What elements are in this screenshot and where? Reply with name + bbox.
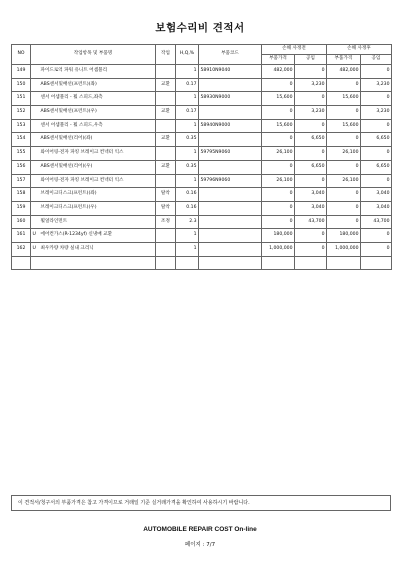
row-part-code [199, 160, 262, 174]
header-work: 작업 [156, 45, 176, 65]
row-before-part-price: 26,100 [262, 147, 295, 161]
row-after-part-price: 26,100 [327, 174, 361, 188]
header-part-code: 부품코드 [199, 45, 262, 65]
row-after-part-price: 0 [327, 160, 361, 174]
table-row [12, 65, 392, 79]
row-before-part-price: 26,100 [262, 174, 295, 188]
row-hq: 0.35 [176, 160, 199, 174]
row-after-labor: 3,230 [361, 106, 392, 120]
row-part-code [199, 188, 262, 202]
row-after-labor: 6,650 [361, 160, 392, 174]
row-hq: 1 [176, 242, 199, 256]
row-item-name [31, 242, 156, 256]
row-work [156, 242, 176, 256]
row-no: 158 [12, 188, 31, 202]
row-no: 157 [12, 174, 31, 188]
row-work [156, 92, 176, 106]
row-work [156, 147, 176, 161]
header-after-group: 손해 사정후 [327, 45, 392, 55]
row-item-label: 브레이크디스크(프런트)(우) [40, 204, 97, 210]
table-row [12, 215, 392, 229]
row-no: 156 [12, 160, 31, 174]
row-item-name [31, 65, 156, 79]
table-row [12, 188, 392, 202]
row-item-name [31, 188, 156, 202]
row-part-code: 58940N9000 [199, 119, 262, 133]
row-no: 155 [12, 147, 31, 161]
row-before-part-price: 482,000 [262, 65, 295, 79]
row-after-labor: 0 [361, 119, 392, 133]
row-item-name [31, 229, 156, 243]
row-before-part-price: 0 [262, 215, 295, 229]
row-u-flag: U [32, 232, 36, 238]
row-part-code [199, 133, 262, 147]
page-number: 페이지 : 7/7 [184, 542, 216, 548]
row-no: 161 [12, 229, 31, 243]
table-row [12, 133, 392, 147]
row-before-labor: 0 [295, 92, 327, 106]
row-before-labor: 0 [295, 174, 327, 188]
row-work: 탈착 [156, 188, 176, 202]
row-part-code: 58930N9000 [199, 92, 262, 106]
row-item-name [31, 174, 156, 188]
row-before-part-price: 1,000,000 [262, 242, 295, 256]
header-hq: H,Q,% [176, 45, 199, 65]
footer-brand: AUTOMOBILE REPAIR COST On-line [143, 526, 257, 533]
row-hq: 1 [176, 174, 199, 188]
row-work: 교환 [156, 78, 176, 92]
row-hq: 1 [176, 65, 199, 79]
row-work [156, 119, 176, 133]
row-hq: 1 [176, 229, 199, 243]
row-before-labor: 3,230 [295, 106, 327, 120]
table-row [12, 78, 392, 92]
row-hq: 1 [176, 119, 199, 133]
header-before-labor: 공임 [295, 55, 327, 65]
row-before-part-price: 0 [262, 188, 295, 202]
row-before-labor: 43,700 [295, 215, 327, 229]
table-row [12, 242, 392, 256]
row-no: 151 [12, 92, 31, 106]
row-after-part-price: 482,000 [327, 65, 361, 79]
row-no: 153 [12, 119, 31, 133]
row-item-name [31, 106, 156, 120]
row-hq: 1 [176, 147, 199, 161]
row-after-labor: 0 [361, 92, 392, 106]
row-before-labor: 0 [295, 65, 327, 79]
row-item-label: ABS센서및배선(프런트)(좌) [40, 81, 97, 87]
row-before-labor: 0 [295, 229, 327, 243]
row-before-labor: 6,650 [295, 160, 327, 174]
row-item-name [31, 119, 156, 133]
estimate-table [11, 44, 392, 270]
row-item-name [31, 78, 156, 92]
table-row [12, 174, 392, 188]
row-part-code [199, 242, 262, 256]
row-after-part-price: 0 [327, 215, 361, 229]
row-hq: 0.17 [176, 106, 199, 120]
row-before-part-price: 15,600 [262, 92, 295, 106]
row-part-code [199, 78, 262, 92]
row-after-part-price: 180,000 [327, 229, 361, 243]
row-before-part-price: 0 [262, 133, 295, 147]
document-title: 보험수리비 견적서 [155, 22, 245, 34]
row-item-label: 휠얼라인먼트 [40, 218, 68, 224]
row-no: 149 [12, 65, 31, 79]
table-header [12, 45, 392, 65]
row-part-code: 58910N9040 [199, 65, 262, 79]
row-item-name [31, 147, 156, 161]
row-after-labor: 3,230 [361, 78, 392, 92]
row-item-label: 와이어링-전자 파킹 브레이크 컨넥터 익스 [40, 177, 124, 183]
row-before-part-price: 0 [262, 201, 295, 215]
row-after-labor: 0 [361, 147, 392, 161]
row-no: 162 [12, 242, 31, 256]
row-item-label: 센서 어셈블리 - 휠 스피드,우측 [40, 122, 103, 128]
table-blank-area [12, 256, 392, 270]
header-item: 작업항목 및 부품명 [31, 45, 156, 65]
row-after-part-price: 15,600 [327, 119, 361, 133]
header-after-part-price: 부품가격 [327, 55, 361, 65]
row-before-labor: 3,230 [295, 78, 327, 92]
row-work: 교환 [156, 106, 176, 120]
row-hq: 2.3 [176, 215, 199, 229]
header-before-part-price: 부품가격 [262, 55, 295, 65]
row-before-labor: 3,040 [295, 201, 327, 215]
row-part-code [199, 229, 262, 243]
row-work: 탈착 [156, 201, 176, 215]
row-part-code [199, 201, 262, 215]
header-before-group: 손해 사정전 [262, 45, 327, 55]
row-hq: 0.35 [176, 133, 199, 147]
header-after-labor: 공임 [361, 55, 392, 65]
row-before-labor: 6,650 [295, 133, 327, 147]
row-after-part-price: 0 [327, 78, 361, 92]
row-no: 152 [12, 106, 31, 120]
row-after-labor: 43,700 [361, 215, 392, 229]
row-work: 교환 [156, 133, 176, 147]
row-item-label: ABS센서및배선(리어)(좌) [40, 136, 93, 142]
row-item-name [31, 215, 156, 229]
row-before-part-price: 180,000 [262, 229, 295, 243]
row-after-labor: 3,040 [361, 188, 392, 202]
row-before-part-price: 0 [262, 106, 295, 120]
row-item-label: 와이어링-전자 파킹 브레이크 컨넥터 익스 [40, 150, 124, 156]
row-item-label: 최우카량 차량 실내 크리닉 [40, 245, 94, 251]
row-after-labor: 6,650 [361, 133, 392, 147]
row-after-labor: 0 [361, 229, 392, 243]
row-before-labor: 0 [295, 119, 327, 133]
row-work: 교환 [156, 160, 176, 174]
row-before-labor: 0 [295, 147, 327, 161]
row-after-labor: 0 [361, 65, 392, 79]
row-after-part-price: 1,000,000 [327, 242, 361, 256]
row-no: 159 [12, 201, 31, 215]
row-item-label: 에어컨가스(R-1234yf) 신냉매 교환 [40, 232, 113, 238]
row-after-part-price: 0 [327, 188, 361, 202]
row-hq: 1 [176, 92, 199, 106]
table-body [12, 65, 392, 270]
row-after-part-price: 15,600 [327, 92, 361, 106]
row-item-name [31, 160, 156, 174]
row-item-label: 파이드로억 파워 유니트 어셈블리 [40, 68, 108, 74]
row-item-name [31, 133, 156, 147]
row-part-code: 59795N9060 [199, 147, 262, 161]
table-row [12, 160, 392, 174]
row-item-name [31, 201, 156, 215]
row-work: 조정 [156, 215, 176, 229]
row-no: 150 [12, 78, 31, 92]
table-row [12, 201, 392, 215]
row-after-part-price: 0 [327, 106, 361, 120]
row-work [156, 229, 176, 243]
row-after-part-price: 0 [327, 133, 361, 147]
disclaimer-note: 이 견적서/청구서의 부품가격은 참고 가격이므로 거래일 기준 실거래가격을 확인하여 사용하시기 바랍니다. [11, 495, 391, 511]
row-part-code [199, 215, 262, 229]
table-row [12, 92, 392, 106]
row-item-label: ABS센서및배선(프런트)(우) [40, 109, 97, 115]
row-before-part-price: 0 [262, 78, 295, 92]
row-item-name [31, 92, 156, 106]
row-no: 160 [12, 215, 31, 229]
row-work [156, 174, 176, 188]
row-before-labor: 0 [295, 242, 327, 256]
row-before-part-price: 15,600 [262, 119, 295, 133]
row-work [156, 65, 176, 79]
row-part-code [199, 106, 262, 120]
row-hq: 0.16 [176, 188, 199, 202]
row-item-label: 센서 어셈블리 - 휠 스피드,좌측 [40, 95, 103, 101]
table-row [12, 106, 392, 120]
row-no: 154 [12, 133, 31, 147]
row-part-code: 59796N9060 [199, 174, 262, 188]
row-after-labor: 0 [361, 174, 392, 188]
row-item-label: 브레이크디스크(프런트)(좌) [40, 191, 97, 197]
table-row [12, 229, 392, 243]
header-no: NO [12, 45, 31, 65]
row-before-labor: 3,040 [295, 188, 327, 202]
row-hq: 0.16 [176, 201, 199, 215]
row-hq: 0.17 [176, 78, 199, 92]
row-after-labor: 0 [361, 242, 392, 256]
table-row [12, 147, 392, 161]
row-after-part-price: 26,100 [327, 147, 361, 161]
row-after-part-price: 0 [327, 201, 361, 215]
row-before-part-price: 0 [262, 160, 295, 174]
row-item-label: ABS센서및배선(리어)(우) [40, 163, 93, 169]
row-after-labor: 3,040 [361, 201, 392, 215]
table-row [12, 119, 392, 133]
row-u-flag: U [32, 245, 36, 251]
